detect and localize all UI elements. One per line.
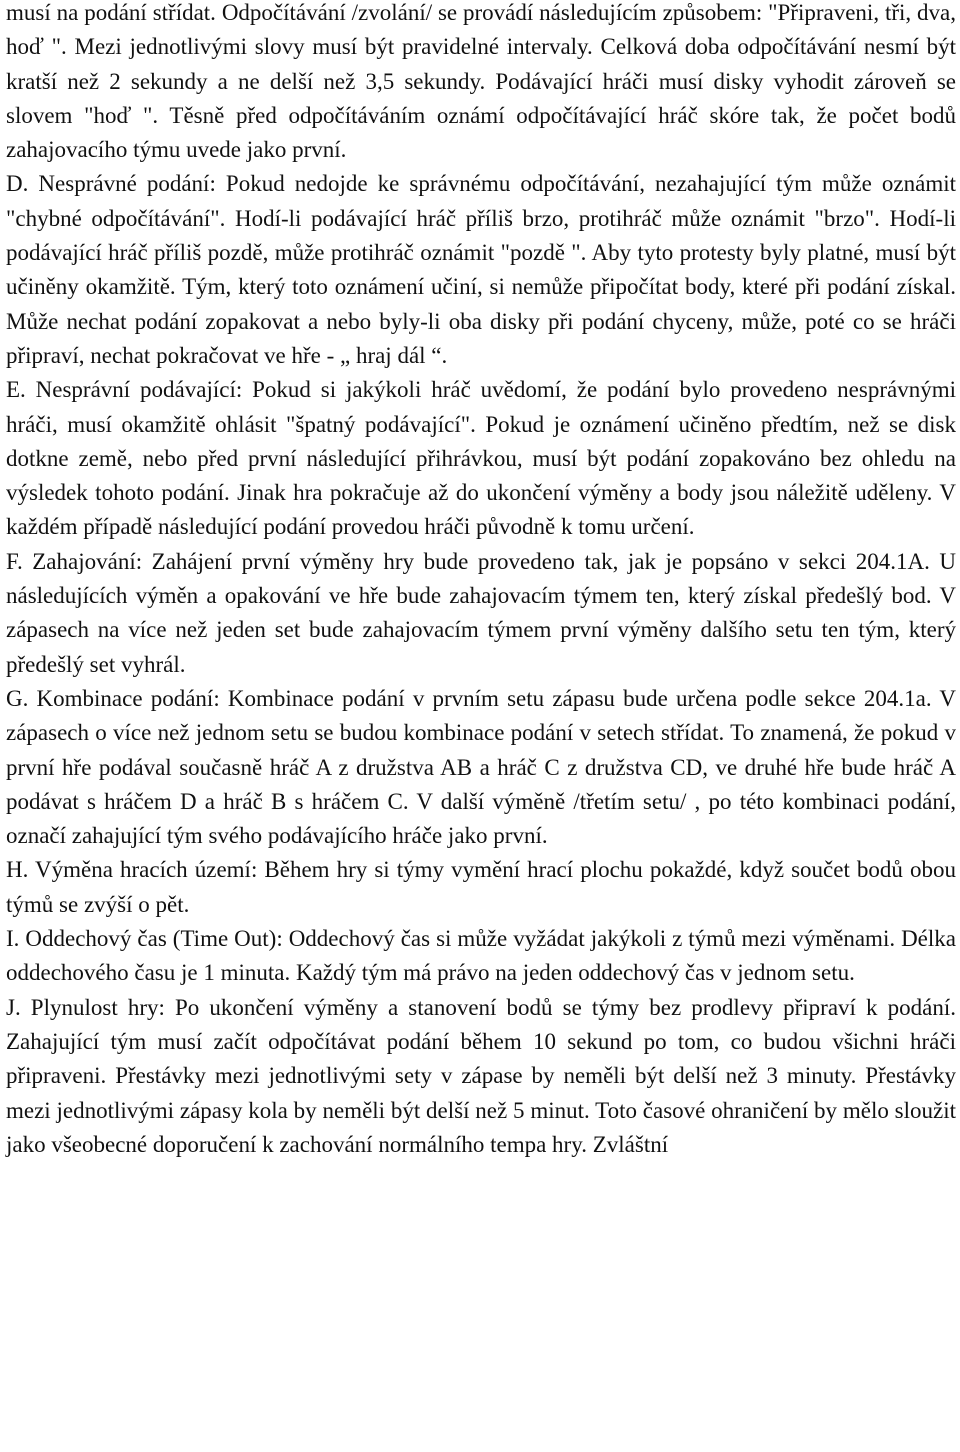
paragraph-f-starting: F. Zahajování: Zahájení první výměny hry bude provedeno tak, jak je popsáno v sekci 204.1A. U následujících výměn a opakování ve hře bude zahajovacím týmem ten, který získal předešlý bod. V zápasech na více než jeden set bude zahajovacím týmem první výměny dalšího setu ten tým, který předešlý set vyhrál. [6,548,956,677]
paragraph-g-serve-combination: G. Kombinace podání: Kombinace podání v prvním setu zápasu bude určena podle sekce 204.1a. V zápasech o více než jednom setu se budou kombinace podání v setech střídat. To znamená, že pokud v první hře podával současně hráč A z družstva AB a hráč C z družstva CD, ve druhé hře bude hráč A podávat s hráčem D a hráč B s hráčem C. V další výměně /třetím setu/ , po této kombinaci podání, označí zahajující tým svého podávajícího hráče jako první. [6,685,956,849]
paragraph-h-court-change: H. Výměna hracích území: Během hry si týmy vymění hrací plochu pokaždé, když součet bodů obou týmů se zvýší o pět. [6,857,956,917]
paragraph-e-wrong-servers: E. Nesprávní podávající: Pokud si jakýkoli hráč uvědomí, že podání bylo provedeno nesprávnými hráči, musí okamžitě ohlásit "špatný podávající". Pokud je oznámení učiněno předtím, než se disk dotkne země, nebo před první následující přihrávkou, musí být podání zopakováno bez ohledu na výsledek tohoto podání. Jinak hra pokračuje až do ukončení výměny a body jsou náležitě uděleny. V každém případě následující podání provedou hráči původně k tomu určení. [6,377,956,540]
document-page [6,0,956,1162]
paragraph-i-time-out: I. Oddechový čas (Time Out): Oddechový čas si může vyžádat jakýkoli z týmů mezi výměnami. Délka oddechového času je 1 minuta. Každý tým má právo na jeden oddechový čas v jednom setu. [6,926,956,986]
paragraph-j-flow-of-play: J. Plynulost hry: Po ukončení výměny a stanovení bodů se týmy bez prodlevy připraví k podání. Zahajující tým musí začít odpočítávat podání během 10 sekund po tom, co budou všichni hráči připraveni. Přestávky mezi jednotlivými sety v zápase by neměli být delší než 3 minuty. Přestávky mezi jednotlivými zápasy kola by neměli být delší než 5 minut. Toto časové ohraničení by mělo sloužit jako všeobecné doporučení k zachování normálního tempa hry. Zvláštní [6,994,956,1157]
paragraph-d-incorrect-serve: D. Nesprávné podání: Pokud nedojde ke správnému odpočítávání, nezahajující tým může oznámit "chybné odpočítávání". Hodí-li podávající hráč příliš brzo, protihráč může oznámit "brzo". Hodí-li podávající hráč příliš pozdě, může protihráč oznámit "pozdě ". Aby tyto protesty byly platné, musí být učiněny okamžitě. Tým, který toto oznámení učiní, si nemůže připočítat body, které při podání získal. Může nechat podání zopakovat a nebo byly-li oba disky při podání chyceny, může, poté co se hráči připraví, nechat pokračovat ve hře - „ hraj dál “. [6,171,956,368]
paragraph-serving-countdown: musí na podání střídat. Odpočítávání /zvolání/ se provádí následujícím způsobem: "Připraveni, tři, dva, hoď ". Mezi jednotlivými slovy musí být pravidelné intervaly. Celková doba odpočítávání nesmí být kratší než 2 sekundy a ne delší než 3,5 sekundy. Podávající hráči musí disky vyhodit zároveň se slovem "hoď ". Těsně před odpočítáváním oznámí odpočítávající hráč skóre tak, že počet bodů zahajovacího týmu uvede jako první. [6,0,956,163]
